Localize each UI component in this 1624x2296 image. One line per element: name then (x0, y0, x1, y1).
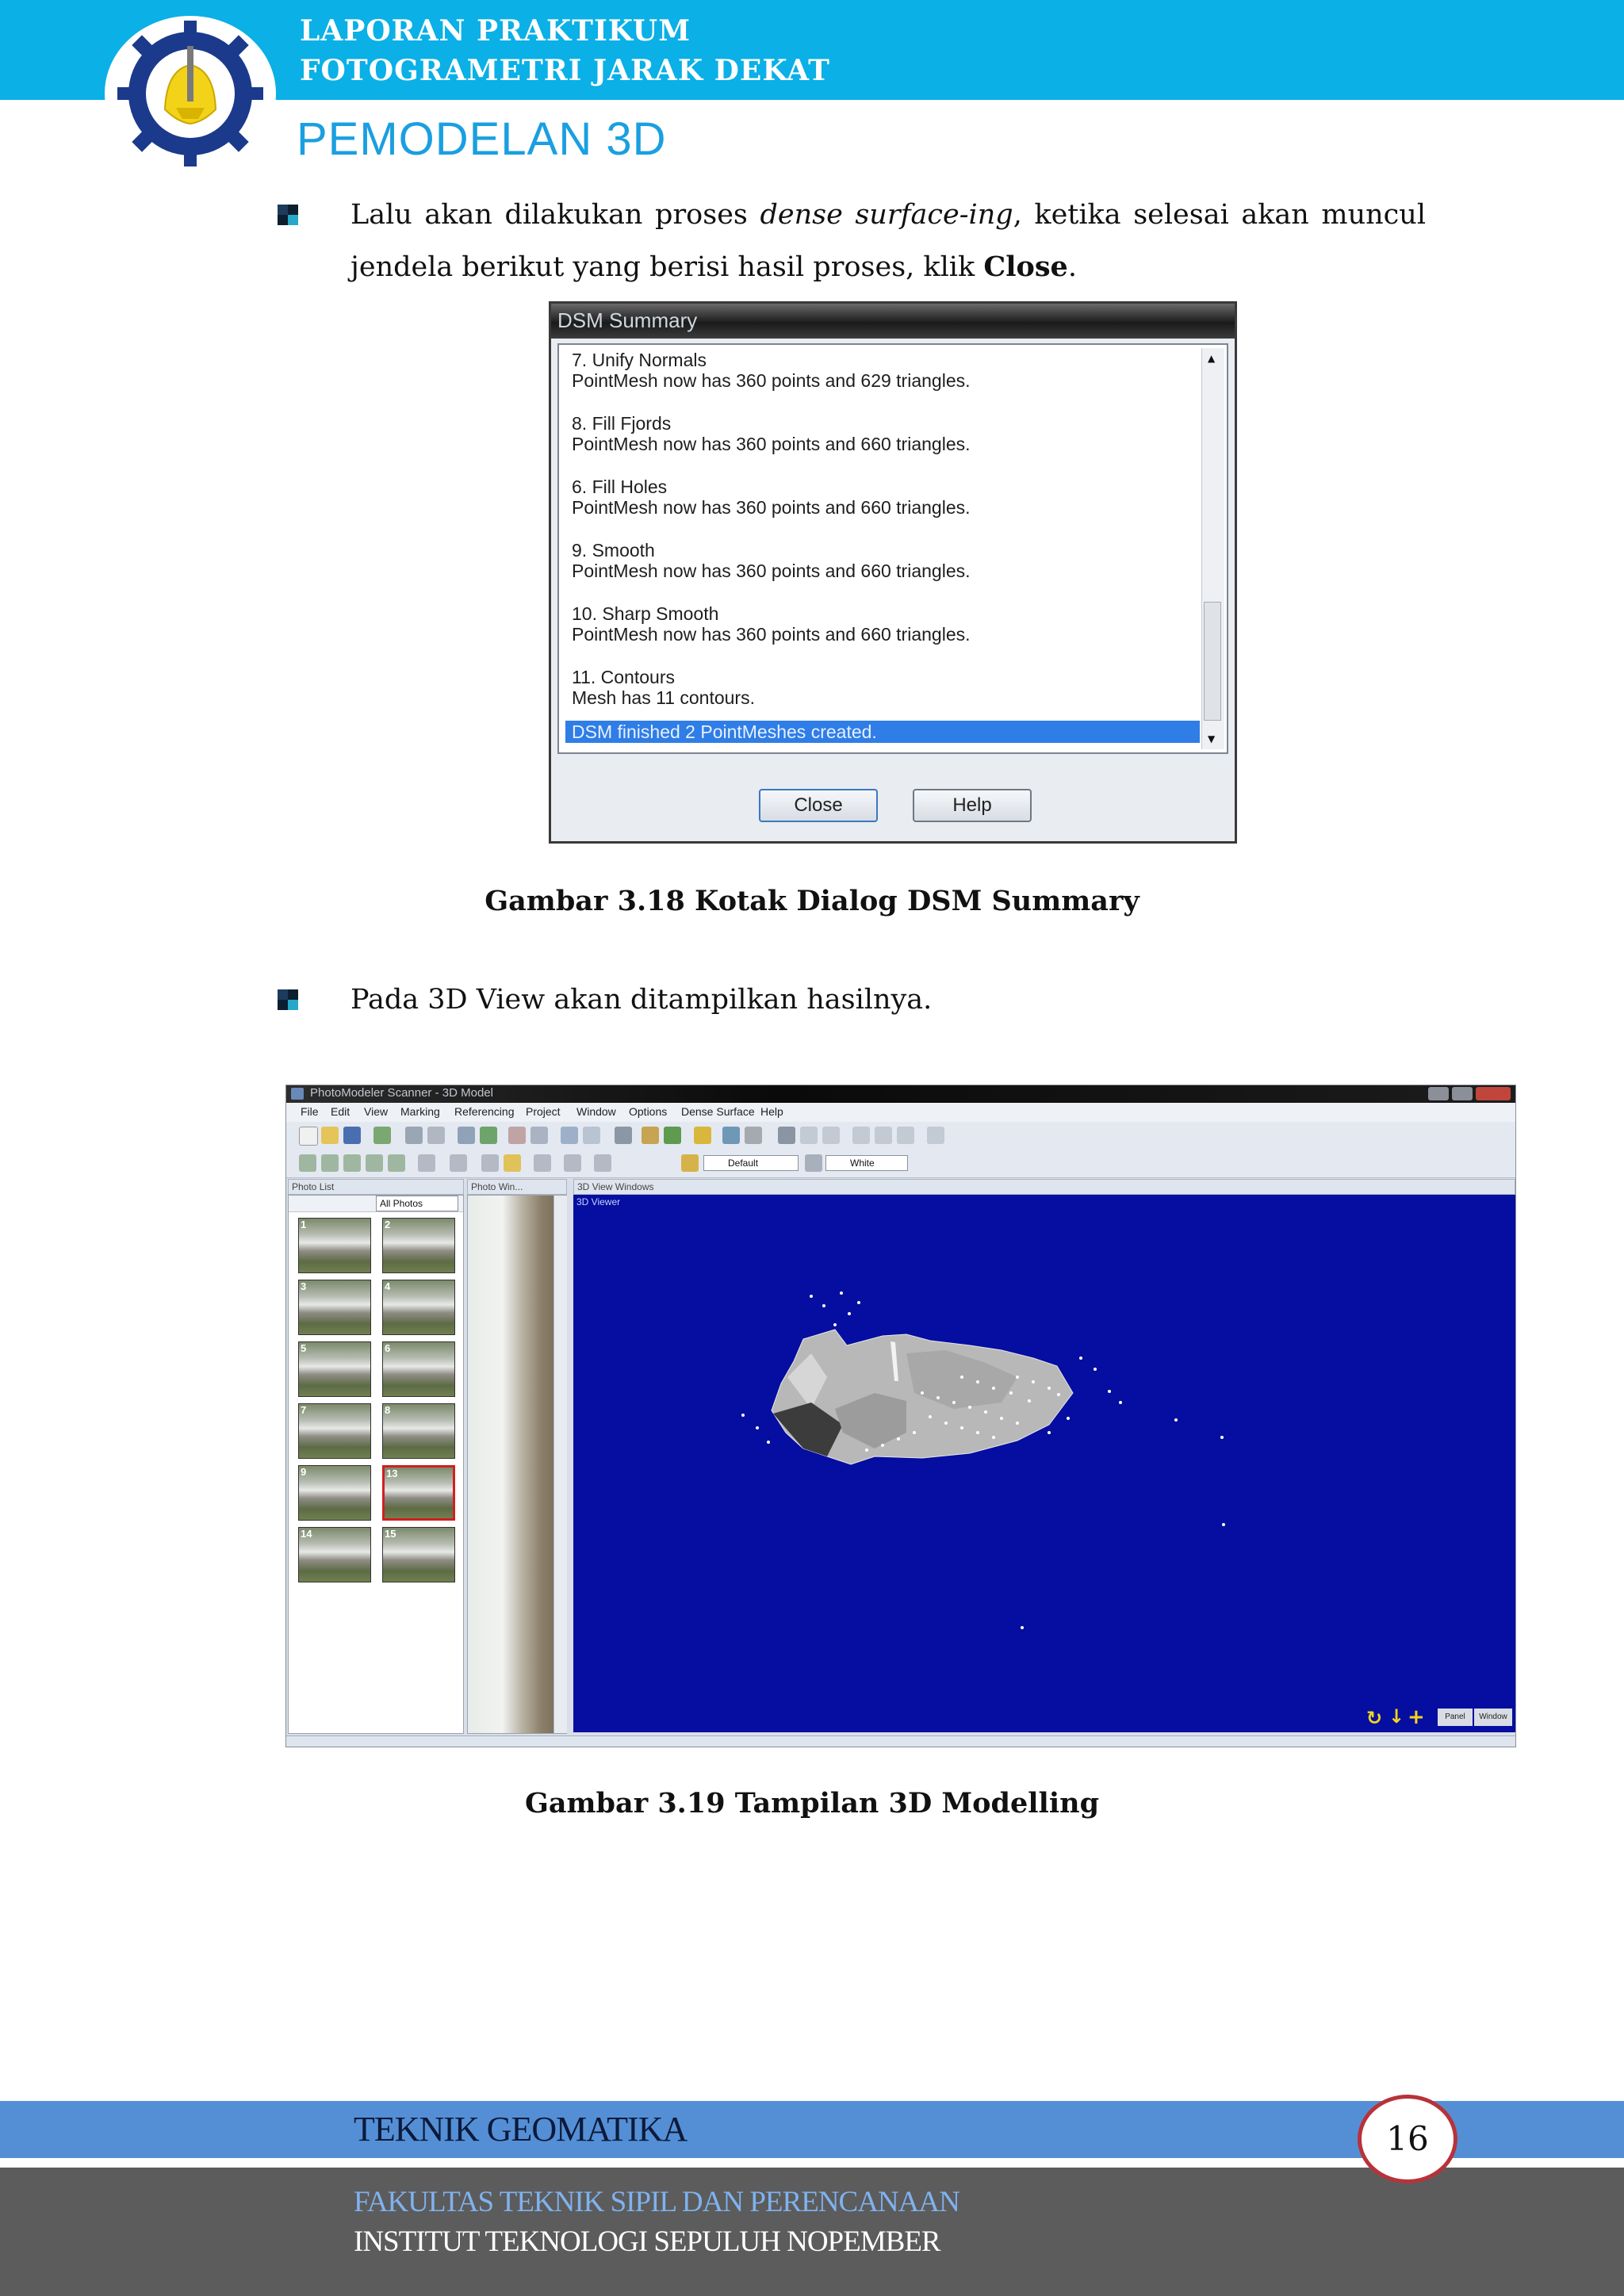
camera-icon[interactable] (852, 1127, 870, 1144)
para1-text-b: , ketika selesai akan muncul jendela berikut yang berisi hasil proses, klik (350, 199, 1427, 283)
figure-caption-3d: Gambar 3.19 Tampilan 3D Modelling (524, 1787, 1100, 1820)
view-grid-icon[interactable] (299, 1154, 316, 1172)
menubar (286, 1103, 1516, 1122)
thumbnail-number: 7 (301, 1404, 307, 1416)
thumbnail-number: 6 (385, 1342, 391, 1354)
gear-icon[interactable] (458, 1127, 475, 1144)
photo-thumbnail[interactable] (298, 1280, 371, 1335)
export-icon[interactable] (897, 1127, 914, 1144)
undo-icon[interactable] (373, 1127, 391, 1144)
photo-thumbnail[interactable] (382, 1403, 455, 1459)
highlight-icon[interactable] (504, 1154, 521, 1172)
process-icon[interactable] (694, 1127, 711, 1144)
bullet-icon (278, 205, 298, 225)
menu-dense-surface[interactable]: Dense Surface (681, 1105, 755, 1118)
photo-thumbnail[interactable] (382, 1280, 455, 1335)
photo-table-icon[interactable] (800, 1127, 818, 1144)
menu-options[interactable]: Options (629, 1105, 668, 1118)
minimize-icon[interactable] (1428, 1087, 1449, 1100)
save-icon[interactable] (343, 1127, 361, 1144)
menu-project[interactable]: Project (526, 1105, 561, 1118)
columns-icon[interactable] (594, 1154, 611, 1172)
view-3d-icon[interactable] (343, 1154, 361, 1172)
menu-view[interactable]: View (364, 1105, 389, 1118)
curve-tool-icon[interactable] (530, 1127, 548, 1144)
list-scrollbar[interactable] (1201, 348, 1224, 749)
filter-icon[interactable] (481, 1154, 499, 1172)
thumbnail-number: 3 (301, 1280, 307, 1292)
thumbnail-number: 8 (385, 1404, 391, 1416)
thumbnail-number: 1 (301, 1219, 307, 1230)
para1-text-c: . (1067, 251, 1077, 283)
scroll-thumb[interactable] (1204, 602, 1221, 721)
window-button[interactable]: Window (1474, 1709, 1512, 1726)
display-icon[interactable] (450, 1154, 467, 1172)
viewer-label: 3D Viewer (576, 1196, 621, 1207)
paragraph-dense-surface (350, 189, 1426, 293)
pen-tool-icon[interactable] (615, 1127, 632, 1144)
summary-line: PointMesh now has 360 points and 660 triangles. (572, 561, 971, 581)
close-window-icon[interactable] (1476, 1087, 1511, 1100)
pane-header-photo-list[interactable]: Photo List (288, 1179, 464, 1195)
3d-viewer[interactable] (573, 1195, 1515, 1732)
star-icon[interactable] (745, 1127, 762, 1144)
photo-filter-select[interactable]: All Photos (376, 1196, 458, 1211)
table-icon[interactable] (722, 1127, 740, 1144)
line-tool-icon[interactable] (508, 1127, 526, 1144)
summary-line: Mesh has 11 contours. (572, 687, 755, 708)
pan-button[interactable]: Panel (1438, 1709, 1473, 1726)
point-table-icon[interactable] (822, 1127, 840, 1144)
surface-tool-icon[interactable] (642, 1127, 659, 1144)
photo-thumbnail[interactable] (298, 1403, 371, 1459)
footer-institute: INSTITUT TEKNOLOGI SEPULUH NOPEMBER (354, 2225, 940, 2258)
summary-selected-text: DSM finished 2 PointMeshes created. (572, 721, 877, 742)
reference-icon[interactable] (480, 1127, 497, 1144)
summary-line: 7. Unify Normals (572, 350, 707, 370)
menu-help[interactable]: Help (760, 1105, 783, 1118)
scale-icon[interactable] (875, 1127, 892, 1144)
main-toolbar (286, 1122, 1516, 1149)
rotate-icon[interactable]: ↻ (1366, 1707, 1383, 1729)
view-table-icon[interactable] (366, 1154, 383, 1172)
background-color-select[interactable]: White (825, 1155, 908, 1171)
menu-referencing[interactable]: Referencing (454, 1105, 515, 1118)
para1-italic-term: dense surface-ing (760, 199, 1013, 231)
view-list-icon[interactable] (388, 1154, 405, 1172)
summary-line: 6. Fill Holes (572, 476, 668, 497)
print-icon[interactable] (927, 1127, 944, 1144)
thumbnail-number: 5 (301, 1342, 307, 1354)
photo-thumbnail[interactable] (382, 1527, 455, 1582)
report-title-line2: FOTOGRAMETRI JARAK DEKAT (300, 54, 830, 87)
texture-tool-icon[interactable] (664, 1127, 681, 1144)
photo-thumbnail[interactable] (298, 1218, 371, 1273)
footer-faculty: FAKULTAS TEKNIK SIPIL DAN PERENCANAAN (354, 2186, 959, 2218)
para1-bold-close: Close (983, 251, 1068, 283)
summary-list[interactable] (557, 343, 1228, 754)
para1-text-a: Lalu akan dilakukan proses (350, 199, 760, 231)
summary-line: PointMesh now has 360 points and 660 triangles. (572, 497, 971, 518)
photo-thumbnail-selected[interactable] (382, 1465, 455, 1521)
new-project-icon[interactable] (299, 1127, 318, 1146)
viewer-tab-strip (573, 1179, 1515, 1195)
dialog-titlebar[interactable] (551, 304, 1235, 339)
thumbnail-number: 9 (301, 1466, 307, 1478)
menu-file[interactable]: File (301, 1105, 319, 1118)
photo-window-scrollbar[interactable] (553, 1196, 567, 1733)
scene-style-select[interactable]: Default (703, 1155, 799, 1171)
dense-surface-model (573, 1195, 1515, 1732)
summary-line: PointMesh now has 360 points and 660 triangles. (572, 624, 971, 645)
bullet-icon (278, 989, 298, 1010)
edge-tool-icon[interactable] (561, 1127, 578, 1144)
thumbnail-number: 13 (386, 1468, 398, 1479)
zoom-icon[interactable] (534, 1154, 551, 1172)
thumbnail-number: 15 (385, 1528, 396, 1540)
menu-edit[interactable]: Edit (331, 1105, 350, 1118)
photo-thumbnail[interactable] (382, 1341, 455, 1397)
scroll-down-icon[interactable]: ▼ (1208, 733, 1216, 744)
window-layout-icon[interactable] (778, 1127, 795, 1144)
scroll-up-icon[interactable]: ▲ (1208, 353, 1216, 364)
view-toolbar (286, 1149, 1516, 1178)
photomodeler-window (285, 1085, 1516, 1747)
zoom-arrow-icon[interactable]: ↓ (1388, 1705, 1405, 1728)
photo-thumbnail[interactable] (298, 1465, 371, 1521)
dsm-summary-dialog (549, 301, 1237, 844)
paragraph-3d-view: Pada 3D View akan ditampilkan hasilnya. (350, 984, 933, 1016)
figure-caption-dsm: Gambar 3.18 Kotak Dialog DSM Summary (485, 885, 1139, 917)
report-title-line1: LAPORAN PRAKTIKUM (300, 14, 691, 48)
photo-thumbnail[interactable] (298, 1527, 371, 1582)
photo-list-pane (288, 1195, 464, 1734)
point-icon[interactable] (427, 1127, 445, 1144)
app-titlebar[interactable] (286, 1085, 1516, 1103)
pane-header-photo-window[interactable]: Photo Win... (467, 1179, 567, 1195)
view-photo-icon[interactable] (321, 1154, 339, 1172)
summary-line: 9. Smooth (572, 540, 655, 561)
summary-line: PointMesh now has 360 points and 660 triangles. (572, 434, 971, 454)
pan-icon[interactable]: + (1408, 1705, 1425, 1729)
scene-icon[interactable] (681, 1154, 699, 1172)
dialog-title: DSM Summary (557, 308, 698, 332)
status-bar (286, 1735, 1516, 1747)
color-icon[interactable] (805, 1154, 822, 1172)
close-button[interactable]: Close (759, 789, 878, 822)
layout-icon[interactable] (418, 1154, 435, 1172)
footer-department: TEKNIK GEOMATIKA (354, 2110, 688, 2149)
thumbnail-number: 14 (301, 1528, 312, 1540)
summary-line: 8. Fill Fjords (572, 413, 672, 434)
menu-marking[interactable]: Marking (400, 1105, 440, 1118)
zoom-fit-icon[interactable] (564, 1154, 581, 1172)
help-button[interactable]: Help (913, 789, 1032, 822)
cylinder-tool-icon[interactable] (583, 1127, 600, 1144)
open-folder-icon[interactable] (321, 1127, 339, 1144)
menu-window[interactable]: Window (576, 1105, 616, 1118)
page-number: 16 (1358, 2095, 1457, 2183)
photo-thumbnail[interactable] (382, 1218, 455, 1273)
app-title: PhotoModeler Scanner - 3D Model (310, 1086, 493, 1100)
photo-thumbnail[interactable] (298, 1341, 371, 1397)
section-title: PEMODELAN 3D (297, 113, 667, 165)
summary-line: 11. Contours (572, 667, 675, 687)
its-logo-icon (103, 14, 278, 173)
app-icon (291, 1088, 304, 1100)
maximize-icon[interactable] (1452, 1087, 1473, 1100)
photo-window-pane[interactable] (467, 1195, 567, 1734)
thumbnail-number: 4 (385, 1280, 391, 1292)
thumbnail-number: 2 (385, 1219, 391, 1230)
summary-line: 10. Sharp Smooth (572, 603, 719, 624)
mark-icon[interactable] (405, 1127, 423, 1144)
summary-selected-row[interactable] (565, 721, 1200, 743)
pane-header-3d-windows[interactable]: 3D View Windows (573, 1179, 1515, 1195)
photo-list-toolbar (289, 1196, 463, 1212)
summary-line: PointMesh now has 360 points and 629 triangles. (572, 370, 971, 391)
